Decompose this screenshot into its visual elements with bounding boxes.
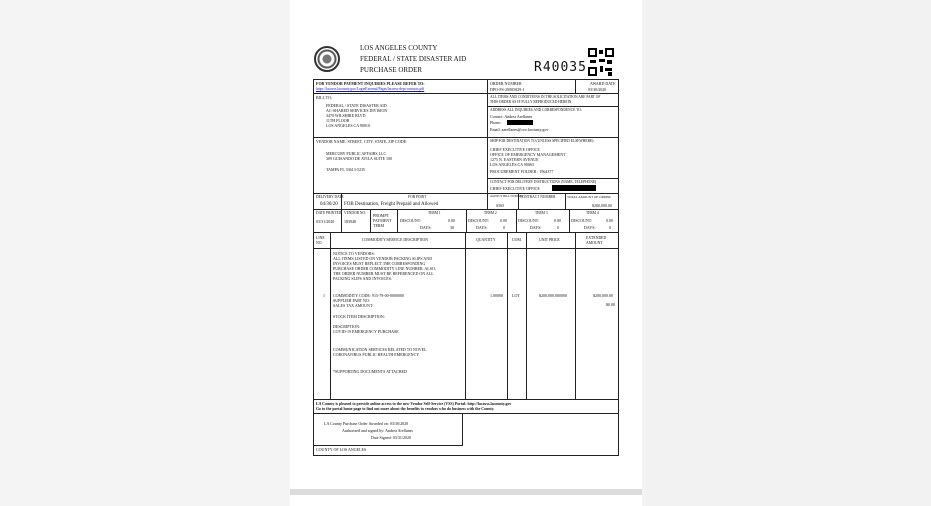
term-3-discount: 0.00 bbox=[554, 218, 561, 223]
col-line-no: LINE NO. bbox=[316, 236, 325, 245]
contract-number-label: CONTRACT NUMBER bbox=[520, 195, 556, 199]
vendor-inquiries-link[interactable]: https://lacavss.lacounty.gov/LoginExternal/Pages/lacavss-dept-contacts.pdf bbox=[316, 87, 425, 91]
awarded-on: LA County Purchase Order Awarded on: 03/30/2020 bbox=[324, 421, 409, 426]
prompt-payment-line-3: TERM bbox=[373, 223, 385, 228]
next-page-edge bbox=[290, 489, 642, 495]
col-unit-price: UNIT PRICE bbox=[539, 238, 560, 242]
county-title: LOS ANGELES COUNTY bbox=[360, 44, 438, 52]
term-1-discount: 0.00 bbox=[448, 218, 455, 223]
bill-to-line-4: 11TH FLOOR bbox=[326, 118, 350, 123]
description-value: COVID-19 EMERGENCY PURCHASE bbox=[333, 329, 399, 334]
award-date-value: 03/30/2020 bbox=[588, 87, 607, 92]
prompt-payment-line-2: PAYMENT bbox=[373, 218, 392, 223]
ship-line-2: OFFICE OF EMERGENCY MANAGEMENT bbox=[490, 152, 566, 157]
delivery-date-value: 04/30/20 bbox=[320, 202, 338, 207]
county-seal-icon bbox=[314, 46, 340, 72]
term-1-days: 30 bbox=[450, 225, 454, 230]
date-printed-value: 03/31/2020 bbox=[316, 219, 335, 224]
col-extended-amount: EXTENDED AMOUNT bbox=[586, 236, 607, 245]
notice-line-1: NOTICE TO VENDORS: bbox=[333, 251, 375, 256]
term-3-days: 0 bbox=[557, 225, 559, 230]
col-uom: UOM bbox=[512, 238, 521, 242]
term-4-label: TERM 4 bbox=[586, 211, 599, 215]
background-left bbox=[0, 0, 290, 506]
term-3-days-label: DAYS: bbox=[530, 225, 542, 230]
term-2-label: TERM 2 bbox=[484, 211, 497, 215]
commodity-code: COMMODITY CODE: 915-79-00-0000000 bbox=[333, 293, 404, 298]
term-1-days-label: DAYS: bbox=[420, 225, 432, 230]
vendor-city: TAMPA FL 33613-5235 bbox=[326, 167, 365, 172]
portal-note-line-1: LA County is pleased to provide online access to the new Vendor Self-Service (VSS) Portal: http://lacavss.lacounty.gov bbox=[316, 402, 512, 406]
term-3-label: TERM 3 bbox=[535, 211, 548, 215]
terms-note-line-1: ALL ITEMS AND CONDITIONS IN THE SOLICITATION ARE PART OF bbox=[490, 95, 601, 99]
supporting-documents: *SUPPORTING DOCUMENTS ATTACHED bbox=[333, 369, 407, 374]
term-3-discount-label: DISCOUNT: bbox=[518, 218, 540, 223]
line-number: 1 bbox=[323, 293, 325, 298]
order-number-label: ORDER NUMBER bbox=[490, 81, 522, 86]
sales-tax-label: SALES TAX AMOUNT: bbox=[333, 303, 374, 308]
bill-to-line-5: LOS ANGELES CA 90010 bbox=[326, 123, 370, 128]
notice-line-3: INVOICES MUST REFLECT THE CORRESPONDING bbox=[333, 261, 426, 266]
notice-line-5: THE ORDER NUMBER MUST BE REFERENCED ON ALL bbox=[333, 271, 434, 276]
vendor-no-value: 183948 bbox=[344, 219, 356, 224]
po-stamp: R40035 bbox=[534, 60, 587, 75]
correspondence-label: ADDRESS ALL INQUIRIES AND CORRESPONDENCE TO: bbox=[490, 108, 582, 112]
bill-to-line-2: AC-SHARED SERVICES DIVISION bbox=[326, 108, 388, 113]
delivery-contact-label: CONTACT FOR DELIVERY INSTRUCTIONS (NAME, TELEPHONE) bbox=[490, 180, 597, 184]
phone-redaction bbox=[507, 120, 533, 125]
term-4-discount-label: DISCOUNT: bbox=[571, 218, 593, 223]
total-amount-label: TOTAL AMOUNT OF ORDER bbox=[567, 195, 611, 199]
supplier-part: SUPPLIER PART NO: bbox=[333, 298, 370, 303]
agency-bill-label: AGENCY BILL NUMBER bbox=[490, 194, 524, 198]
vendor-label: VENDOR NAME, STREET, CITY, STATE, ZIP CODE: bbox=[316, 139, 408, 144]
authorized-by: Authorized and signed by: Andrea Arellanes bbox=[342, 428, 413, 433]
delivery-date-label: DELIVERY DATE bbox=[316, 195, 344, 199]
vendor-line-2: 309 GUISANDO DE AVILA SUITE 100 bbox=[326, 156, 393, 161]
term-2-days-label: DAYS: bbox=[476, 225, 488, 230]
term-4-days: 0 bbox=[609, 225, 611, 230]
communication-line-1: COMMUNICATION SERVICES RELATED TO NOVEL bbox=[333, 347, 427, 352]
stock-item-label: STOCK ITEM DESCRIPTION: bbox=[333, 314, 385, 319]
term-2-days: 0 bbox=[503, 225, 505, 230]
purchase-order-page bbox=[290, 0, 642, 506]
correspondence-email: Email: aarellanes@ceo.lacounty.gov bbox=[490, 127, 549, 132]
date-signed: Date Signed: 03/31/2020 bbox=[371, 435, 411, 440]
procurement-folder: PROCUREMENT FOLDER : 1964377 bbox=[490, 169, 554, 174]
program-title: FEDERAL / STATE DISASTER AID bbox=[360, 55, 467, 63]
uom-value: LOT bbox=[512, 293, 520, 298]
col-description: COMMODITY/SERVICE DESCRIPTION bbox=[362, 238, 429, 242]
unit-price-value: $200,000.000000 bbox=[539, 293, 567, 298]
delivery-contact-value: CHIEF EXECUTIVE OFFICE bbox=[490, 186, 540, 191]
order-number-value: DPO-FS-20005029-1 bbox=[490, 87, 525, 92]
sales-tax-value: $0.00 bbox=[606, 302, 615, 307]
agency-bill-value: S565 bbox=[496, 203, 505, 208]
portal-note-line-2: Go to the portal home page to find out more about the benefits to vendors who do business with the County. bbox=[316, 407, 495, 411]
correspondence-contact: Contact: Andrea Arellanes bbox=[490, 114, 533, 119]
term-4-discount: 0.00 bbox=[606, 218, 613, 223]
bill-to-line-1: FEDERAL / STATE DISASTER AID bbox=[326, 103, 387, 108]
term-2-discount-label: DISCOUNT: bbox=[468, 218, 490, 223]
col-quantity: QUANTITY bbox=[476, 238, 496, 242]
extended-amount-value: $200,000.00 bbox=[593, 293, 613, 298]
bill-to-label: BILL TO: bbox=[316, 95, 333, 100]
footer-county: COUNTY OF LOS ANGELES bbox=[316, 447, 367, 452]
bill-to-line-3: 3470 WILSHIRE BLVD bbox=[326, 113, 366, 118]
background-right bbox=[646, 0, 931, 506]
quantity-value: 1.00000 bbox=[490, 293, 503, 298]
fob-point-label: FOB POINT bbox=[408, 195, 427, 199]
award-date-label: AWARD DATE bbox=[590, 81, 616, 86]
ship-line-4: LOS ANGELES CA 90063 bbox=[490, 162, 534, 167]
term-4-days-label: DAYS: bbox=[584, 225, 596, 230]
ship-label: SHIP FOR DESTINATION TO (UNLESS SPECIFIED ELSEWHERE): bbox=[490, 139, 595, 143]
description-label: DESCRIPTION: bbox=[333, 324, 361, 329]
notice-line-6: PACKING SLIPS AND INVOICES. bbox=[333, 276, 392, 281]
delivery-contact-redaction bbox=[552, 185, 596, 191]
term-1-label: TERM 1 bbox=[428, 211, 441, 215]
term-1-discount-label: DISCOUNT: bbox=[400, 218, 422, 223]
terms-note-line-2: THIS ORDER AS IF FULLY REPRODUCED HEREIN. bbox=[490, 100, 573, 104]
vendor-no-label: VENDOR NO. bbox=[344, 211, 366, 215]
vendor-line-1: MERCURY PUBLIC AFFAIRS LLC bbox=[326, 151, 387, 156]
ship-line-3: 1275 N. EASTERN AVENUE bbox=[490, 157, 539, 162]
prompt-payment-line-1: PROMPT bbox=[373, 213, 390, 218]
date-printed-label: DATE PRINTED bbox=[316, 211, 342, 215]
fob-point-value: FOB Destination, Freight Prepaid and Allowed bbox=[344, 202, 439, 207]
ship-line-1: CHIEF EXECUTIVE OFFICE bbox=[490, 147, 540, 152]
term-2-discount: 0.00 bbox=[500, 218, 507, 223]
notice-line-4: PURCHASE ORDER COMMODITY LINE NUMBER. ALSO, bbox=[333, 266, 436, 271]
qr-code-icon bbox=[588, 48, 614, 76]
notice-line-2: ALL ITEMS LISTED ON VENDOR PACKING SLIPS AND bbox=[333, 256, 433, 261]
document-type: PURCHASE ORDER bbox=[360, 66, 423, 74]
total-amount-value: $200,000.00 bbox=[592, 203, 612, 208]
vendor-inquiries-label: FOR VENDOR PAYMENT INQUIRIES PLEASE REFER TO: bbox=[316, 81, 425, 86]
correspondence-phone: Phone: bbox=[490, 120, 502, 125]
communication-line-2: CORONAVIRUS PUBLIC HEALTH EMERGENCY bbox=[333, 352, 420, 357]
